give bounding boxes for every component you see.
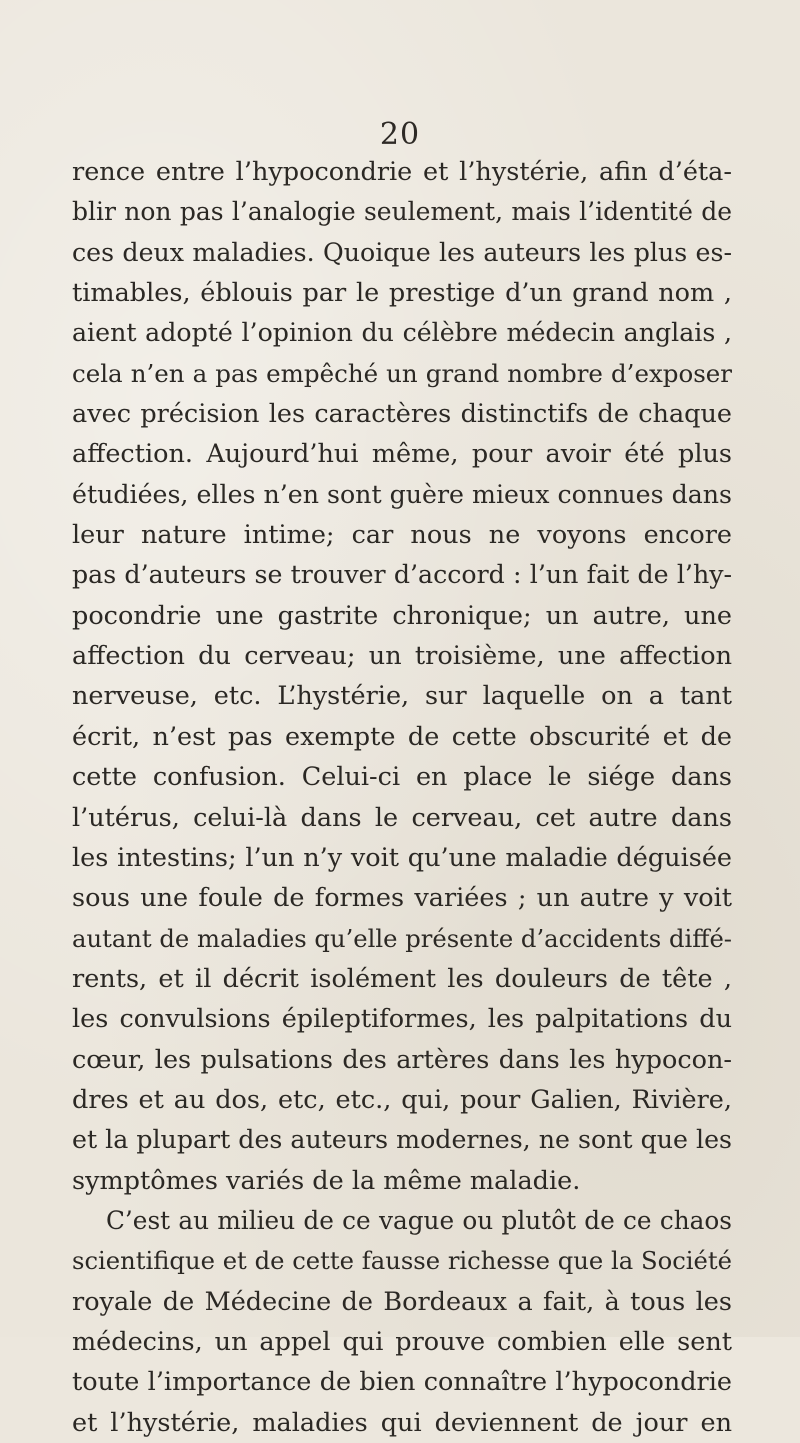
- text-line: nerveuse, etc. L’hystérie, sur laquelle on a tant: [72, 681, 732, 712]
- text-line: timables, éblouis par le prestige d’un grand nom ,: [72, 278, 732, 309]
- text-line: étudiées, elles n’en sont guère mieux connues dans: [72, 479, 732, 509]
- paragraph-start-line: C’est au milieu de ce vague ou plutôt de ce chaos: [106, 1205, 732, 1235]
- text-line: affection. Aujourd’hui même, pour avoir été plus: [72, 439, 732, 470]
- text-line: et la plupart des auteurs modernes, ne sont que les: [72, 1125, 732, 1155]
- text-line: blir non pas l’analogie seulement, mais l’identité de: [72, 197, 732, 227]
- text-line: dres et au dos, etc, etc., qui, pour Galien, Rivière,: [72, 1084, 732, 1115]
- text-line: l’utérus, celui-là dans le cerveau, cet autre dans: [72, 802, 732, 833]
- text-line: pocondrie une gastrite chronique; un autre, une: [72, 600, 732, 631]
- text-line: rence entre l’hypocondrie et l’hystérie, afin d’éta-: [72, 157, 732, 187]
- text-line: cela n’en a pas empêché un grand nombre d’exposer: [72, 358, 732, 388]
- text-line: les convulsions épileptiformes, les palpitations du: [72, 1004, 732, 1035]
- text-line: et l’hystérie, maladies qui deviennent de jour en: [72, 1407, 732, 1438]
- text-line: avec précision les caractères distinctifs de chaque: [72, 399, 732, 430]
- text-line: écrit, n’est pas exempte de cette obscurité et de: [72, 721, 732, 752]
- text-line: ces deux maladies. Quoique les auteurs les plus es-: [72, 237, 732, 267]
- text-line: royale de Médecine de Bordeaux a fait, à tous les: [72, 1286, 732, 1317]
- text-line: les intestins; l’un n’y voit qu’une maladie déguisée: [72, 842, 732, 873]
- paragraph-end-line: symptômes variés de la même maladie.: [72, 1165, 581, 1196]
- text-line: sous une foule de formes variées ; un autre y voit: [72, 883, 732, 914]
- text-line: autant de maladies qu’elle présente d’accidents diffé-: [72, 923, 732, 953]
- text-line: rents, et il décrit isolément les douleurs de tête ,: [72, 963, 732, 994]
- text-line: leur nature intime; car nous ne voyons encore: [72, 520, 732, 551]
- page-number: 20: [379, 117, 421, 152]
- text-line: affection du cerveau; un troisième, une affection: [72, 641, 732, 672]
- text-line: médecins, un appel qui prouve combien elle sent: [72, 1326, 732, 1357]
- text-line: scientifique et de cette fausse richesse que la Société: [72, 1246, 732, 1276]
- text-line: cette confusion. Celui-ci en place le siége dans: [72, 762, 732, 793]
- text-line: aient adopté l’opinion du célèbre médecin anglais ,: [72, 318, 732, 348]
- text-line: cœur, les pulsations des artères dans les hypocon-: [72, 1044, 732, 1075]
- text-line: pas d’auteurs se trouver d’accord : l’un fait de l’hy-: [72, 560, 732, 590]
- body-text: [72, 152, 732, 1443]
- text-line: toute l’importance de bien connaître l’hypocondrie: [72, 1367, 732, 1398]
